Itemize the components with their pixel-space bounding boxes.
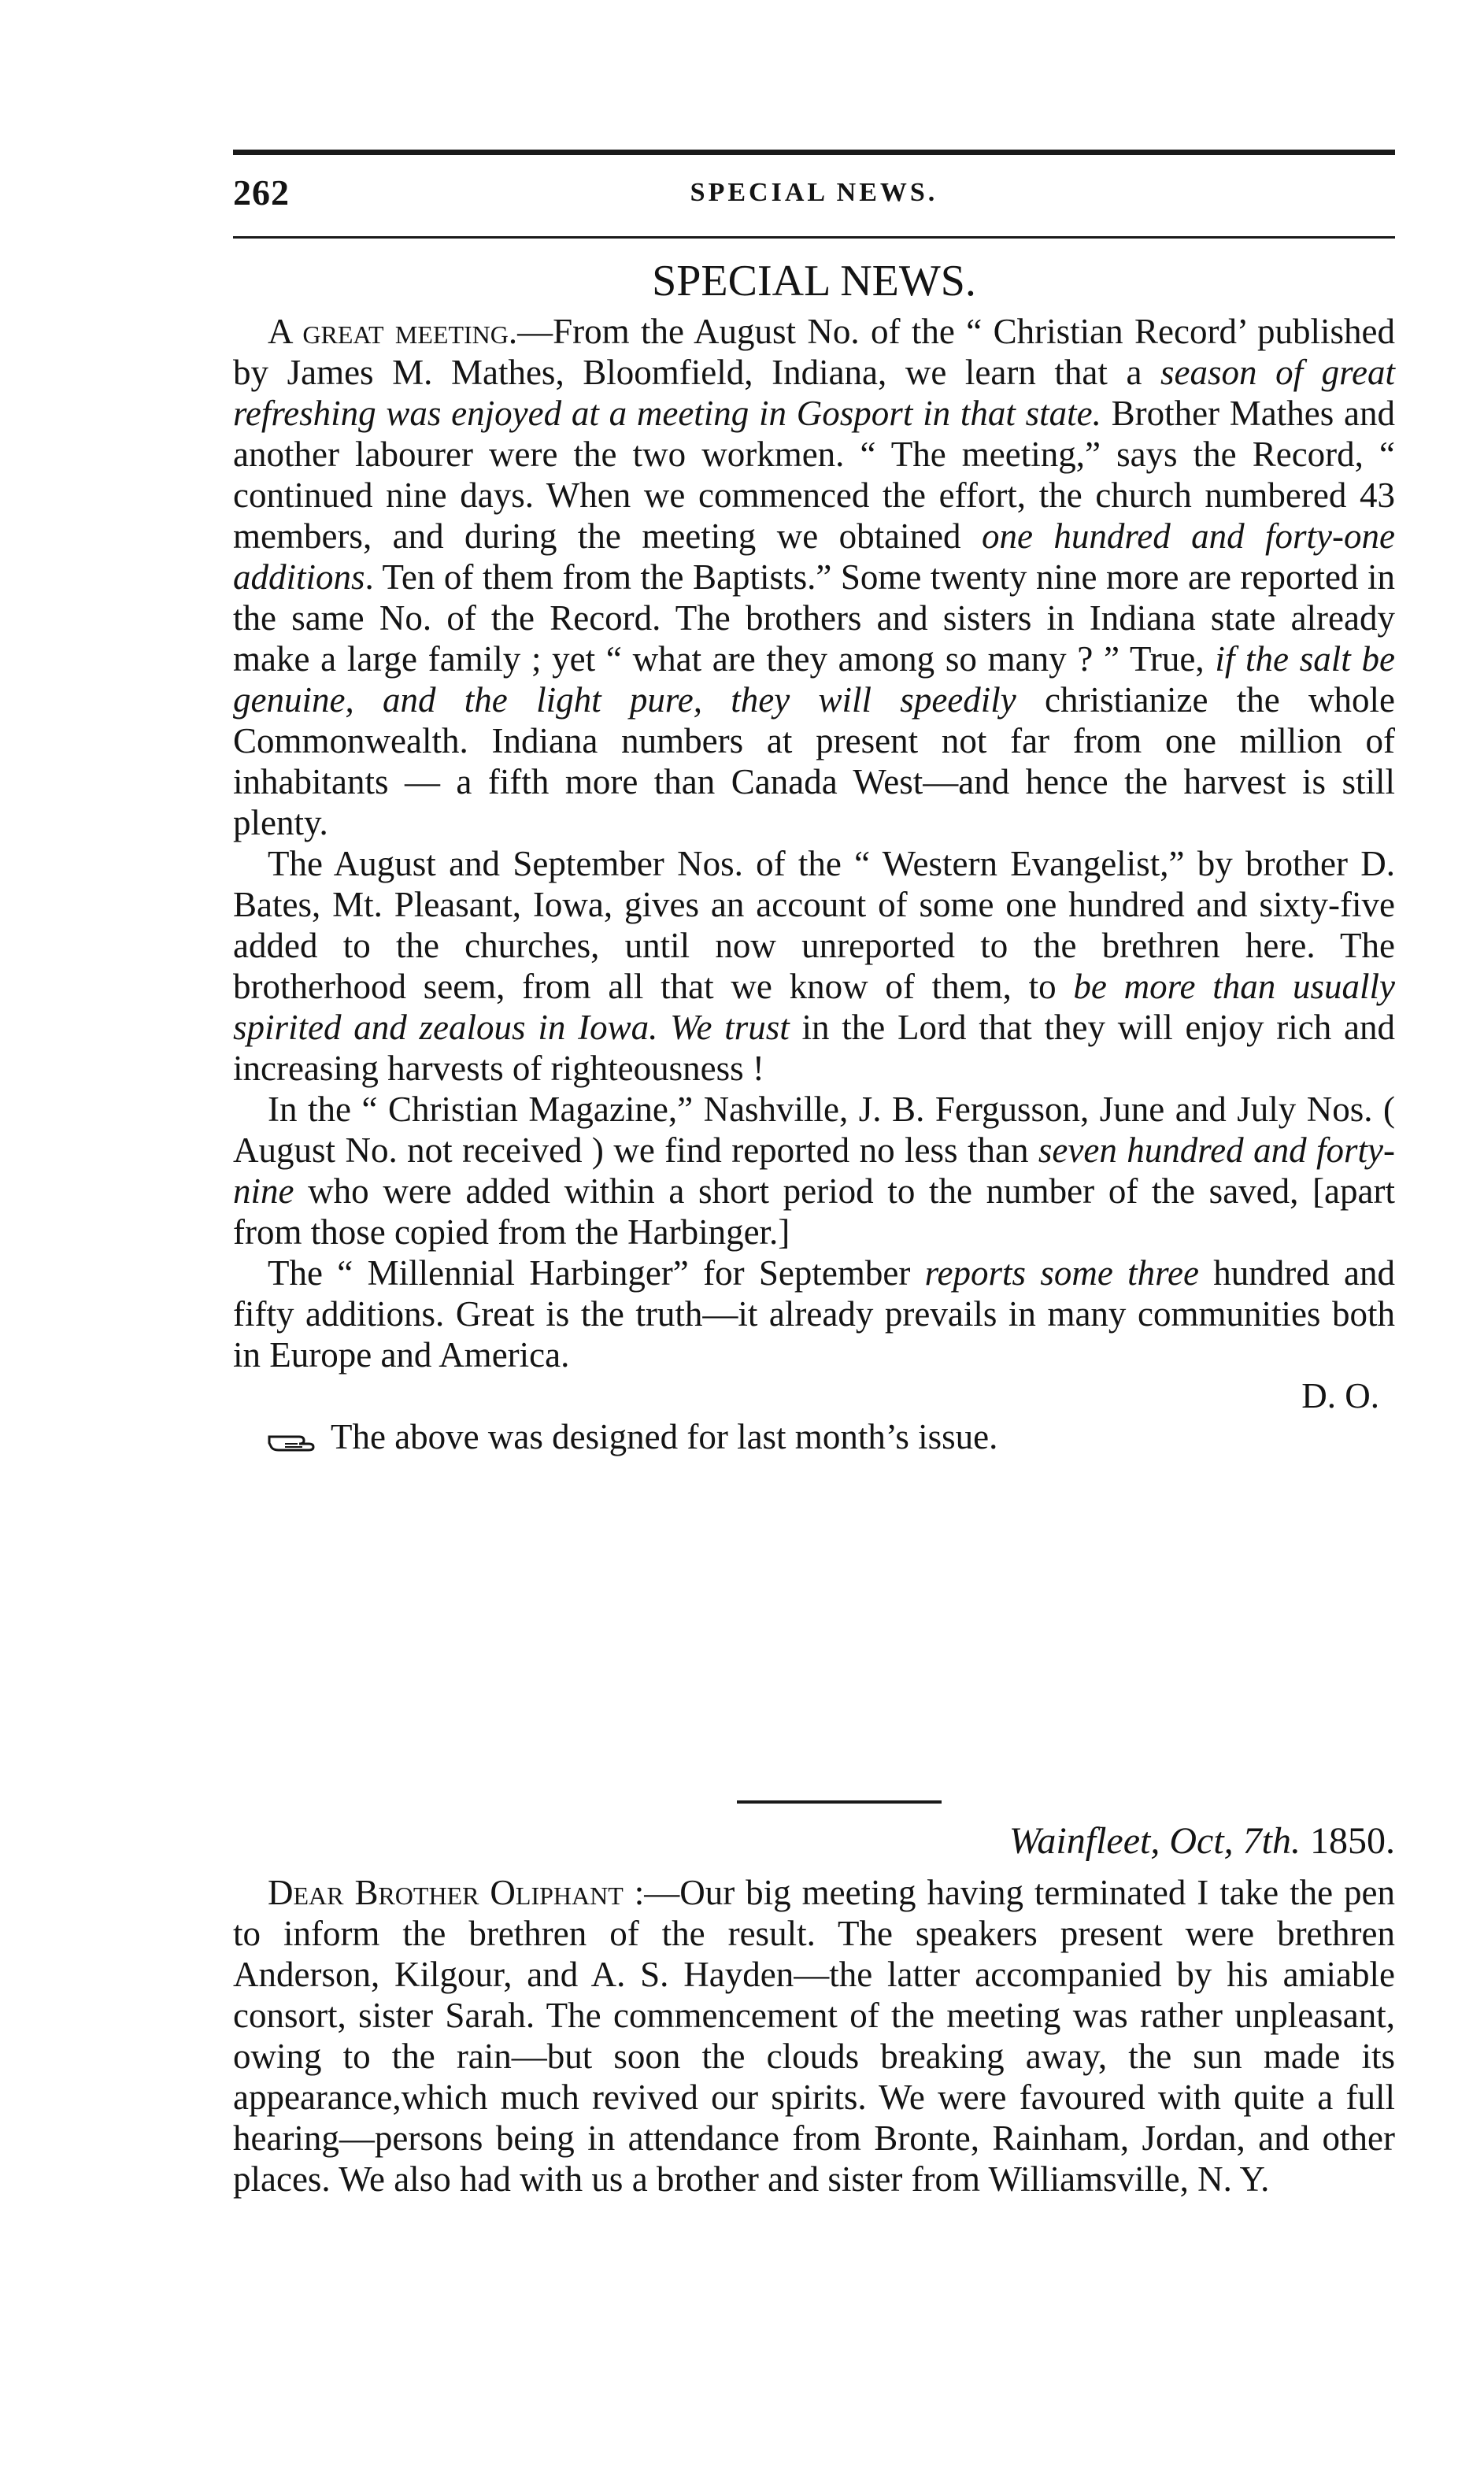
running-title: SPECIAL NEWS. xyxy=(690,178,938,207)
signature-initials: D. O. xyxy=(1301,1376,1379,1415)
text-run: in the Lord that they will enjoy rich and increasing harvests of righteousness ! xyxy=(233,1008,1395,1088)
italic-run: one hundred and forty-one additions xyxy=(233,516,1395,597)
italic-run: if the salt be genuine, and the light pure, they will speedily xyxy=(233,639,1395,720)
text-run: who were added within a short period to the number of the saved, [apart from those copied from the Harbinger.] xyxy=(233,1171,1395,1252)
text-run: The “ Millennial Harbinger” for September xyxy=(268,1253,925,1293)
pointing-hand-icon xyxy=(268,1423,318,1450)
paragraph-lead: A great meeting. xyxy=(268,312,518,351)
text-run: —From the August No. of the “ Christian Record’ published by James M. Mathes, Bloomfield, Indiana, we learn that a xyxy=(233,312,1395,392)
section-title: SPECIAL NEWS. xyxy=(652,257,976,305)
italic-run: season of great refreshing was enjoyed at a meeting in Gosport in that state. xyxy=(233,353,1395,433)
paragraph-christian-magazine xyxy=(233,1089,1395,1253)
italic-run: seven hundred and forty-nine xyxy=(233,1130,1395,1211)
text-run: hundred and fifty additions. Great is the truth—it already prevails in many communities both in Europe and America. xyxy=(233,1253,1396,1375)
letter-text: :—Our big meeting having terminated I take the pen to inform the brethren of the result. The speakers present were brethren Anderson, Kilgour, and A. S. Hayden—the latter accompanied by his amiable consort, sister Sarah. The commencement of the meeting was rather unpleasant, owing to the rain—but soon the clouds breaking away, the sun made its appearance,which much revived our spirits. We were favoured with quite a full hearing—persons being in attendance from Bronte, Rainham, Jordan, and other places. We also had with us a brother and sister from Williamsville, N. Y. xyxy=(233,1873,1395,2199)
article-special-news xyxy=(233,311,1395,1457)
header-underline xyxy=(233,236,1395,239)
letter-year: 1850. xyxy=(1310,1820,1395,1862)
letter-place-date: Wainfleet, Oct, 7th. xyxy=(1008,1820,1301,1862)
italic-run: reports some three xyxy=(924,1253,1199,1293)
text-run: In the “ Christian Magazine,” Nashville, J. B. Fergusson, June and July Nos. ( August No. not received ) we find reported no less than xyxy=(233,1090,1395,1170)
editor-note xyxy=(233,1416,1395,1457)
text-run: Brother Mathes and another labourer were the two workmen. “ The meeting,” says the Record, “ continued nine days. When we commenced the effort, the church numbered 43 members, and during the meeting we obtained xyxy=(233,394,1395,556)
paragraph-great-meeting xyxy=(233,311,1395,843)
text-run: . Ten of them from the Baptists.” Some twenty nine more are reported in the same No. of the Record. The brothers and sisters in Indiana state already make a large family ; yet “ what are they among so many ? ” True, xyxy=(233,557,1395,679)
letter-dateline xyxy=(233,1819,1395,1864)
page-header xyxy=(233,172,1395,219)
section-divider xyxy=(737,1800,942,1804)
letter-salutation: Dear Brother Oliphant xyxy=(268,1873,624,1912)
text-run: The August and September Nos. of the “ Western Evangelist,” by brother D. Bates, Mt. Pleasant, Iowa, gives an account of some one hundred and sixty-five added to the churches, until now unreported to the brethren here. The brotherhood seem, from all that we know of them, to xyxy=(233,844,1395,1006)
letter-paragraph xyxy=(233,1872,1395,2200)
page-number: 262 xyxy=(233,172,290,213)
italic-run: be more than usually spirited and zealous in Iowa. We trust xyxy=(233,967,1395,1047)
paragraph-millennial-harbinger xyxy=(233,1253,1395,1416)
paragraph-western-evangelist xyxy=(233,843,1395,1089)
header-rule xyxy=(233,150,1395,155)
text-run: christianize the whole Commonwealth. Indiana numbers at present not far from one million of inhabitants — a fifth more than Canada West—and hence the harvest is still plenty. xyxy=(233,680,1395,842)
letter-body xyxy=(233,1872,1395,2200)
note-text: The above was designed for last month’s issue. xyxy=(331,1417,998,1456)
